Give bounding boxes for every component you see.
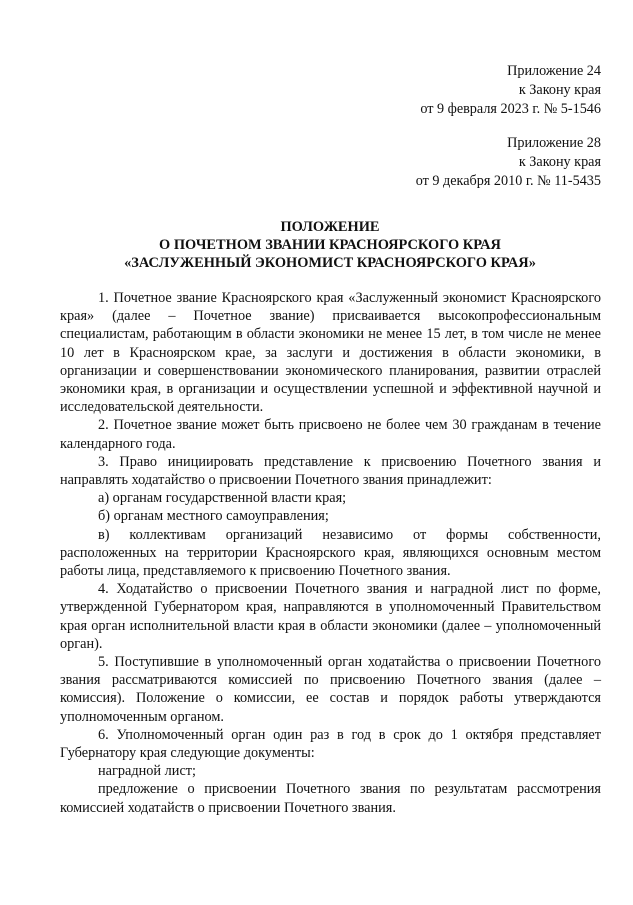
appendix-header-current <box>420 62 601 119</box>
title-line-2: О ПОЧЕТНОМ ЗВАНИИ КРАСНОЯРСКОГО КРАЯ <box>159 237 501 253</box>
paragraph-1: 1. Почетное звание Красноярского края «Заслуженный экономист Красноярского края» (далее – Почетное звание) присваивается высокопрофессиональным специалистам, работающим в области экономики не менее 15 лет, в том числе не менее 10 лет в Красноярском крае, за заслуги и достижения в области экономики, в организации и совершенствовании экономического планирования, развитии отраслей экономики края, в организации и осуществлении успешной и эффективной научной и исследовательской деятельности. <box>60 290 601 416</box>
appendix-number: Приложение 28 <box>507 135 601 151</box>
document-body <box>60 289 601 817</box>
paragraph-6: 6. Уполномоченный орган один раз в год в срок до 1 октября представляет Губернатору края следующие документы: <box>60 726 601 762</box>
list-item-b: б) органам местного самоуправления; <box>98 508 329 525</box>
appendix-law-date: от 9 февраля 2023 г. № 5-1546 <box>420 101 601 117</box>
title-line-1: ПОЛОЖЕНИЕ <box>280 219 380 235</box>
paragraph-5: 5. Поступившие в уполномоченный орган ходатайства о присвоении Почетного звания рассматриваются комиссией по присвоению Почетного звания (далее – комиссия). Положение о комиссии, ее состав и порядок работы утверждаются уполномоченным органом. <box>60 654 601 725</box>
list-item-a: а) органам государственной власти края; <box>98 490 347 507</box>
appendix-law-ref: к Закону края <box>518 82 601 98</box>
paragraph-4: 4. Ходатайство о присвоении Почетного звания и наградной лист по форме, утвержденной Губернатором края, направляются в уполномоченный Правительством края орган исполнительной власти края в области экономики (далее – уполномоченный орган). <box>60 581 601 652</box>
document-title <box>60 218 600 272</box>
title-line-3: «ЗАСЛУЖЕННЫЙ ЭКОНОМИСТ КРАСНОЯРСКОГО КРАЯ» <box>124 255 536 271</box>
paragraph-6-item-2: предложение о присвоении Почетного звания по результатам рассмотрения комиссией ходатайств о присвоении Почетного звания. <box>60 781 601 816</box>
appendix-law-ref: к Закону края <box>518 154 601 170</box>
appendix-header-original <box>416 134 601 191</box>
appendix-number: Приложение 24 <box>507 63 601 79</box>
appendix-law-date: от 9 декабря 2010 г. № 11-5435 <box>415 173 601 189</box>
paragraph-2: 2. Почетное звание может быть присвоено не более чем 30 гражданам в течение календарного года. <box>60 417 601 452</box>
list-item-c: в) коллективам организаций независимо от формы собственности, расположенных на территории Красноярского края, являющихся основным местом работы лица, представляемого к присвоению Почетного звания. <box>60 526 601 580</box>
paragraph-3: 3. Право инициировать представление к присвоению Почетного звания и направлять ходатайство о присвоении Почетного звания принадлежит: <box>60 453 601 489</box>
paragraph-6-item-1: наградной лист; <box>98 763 197 780</box>
